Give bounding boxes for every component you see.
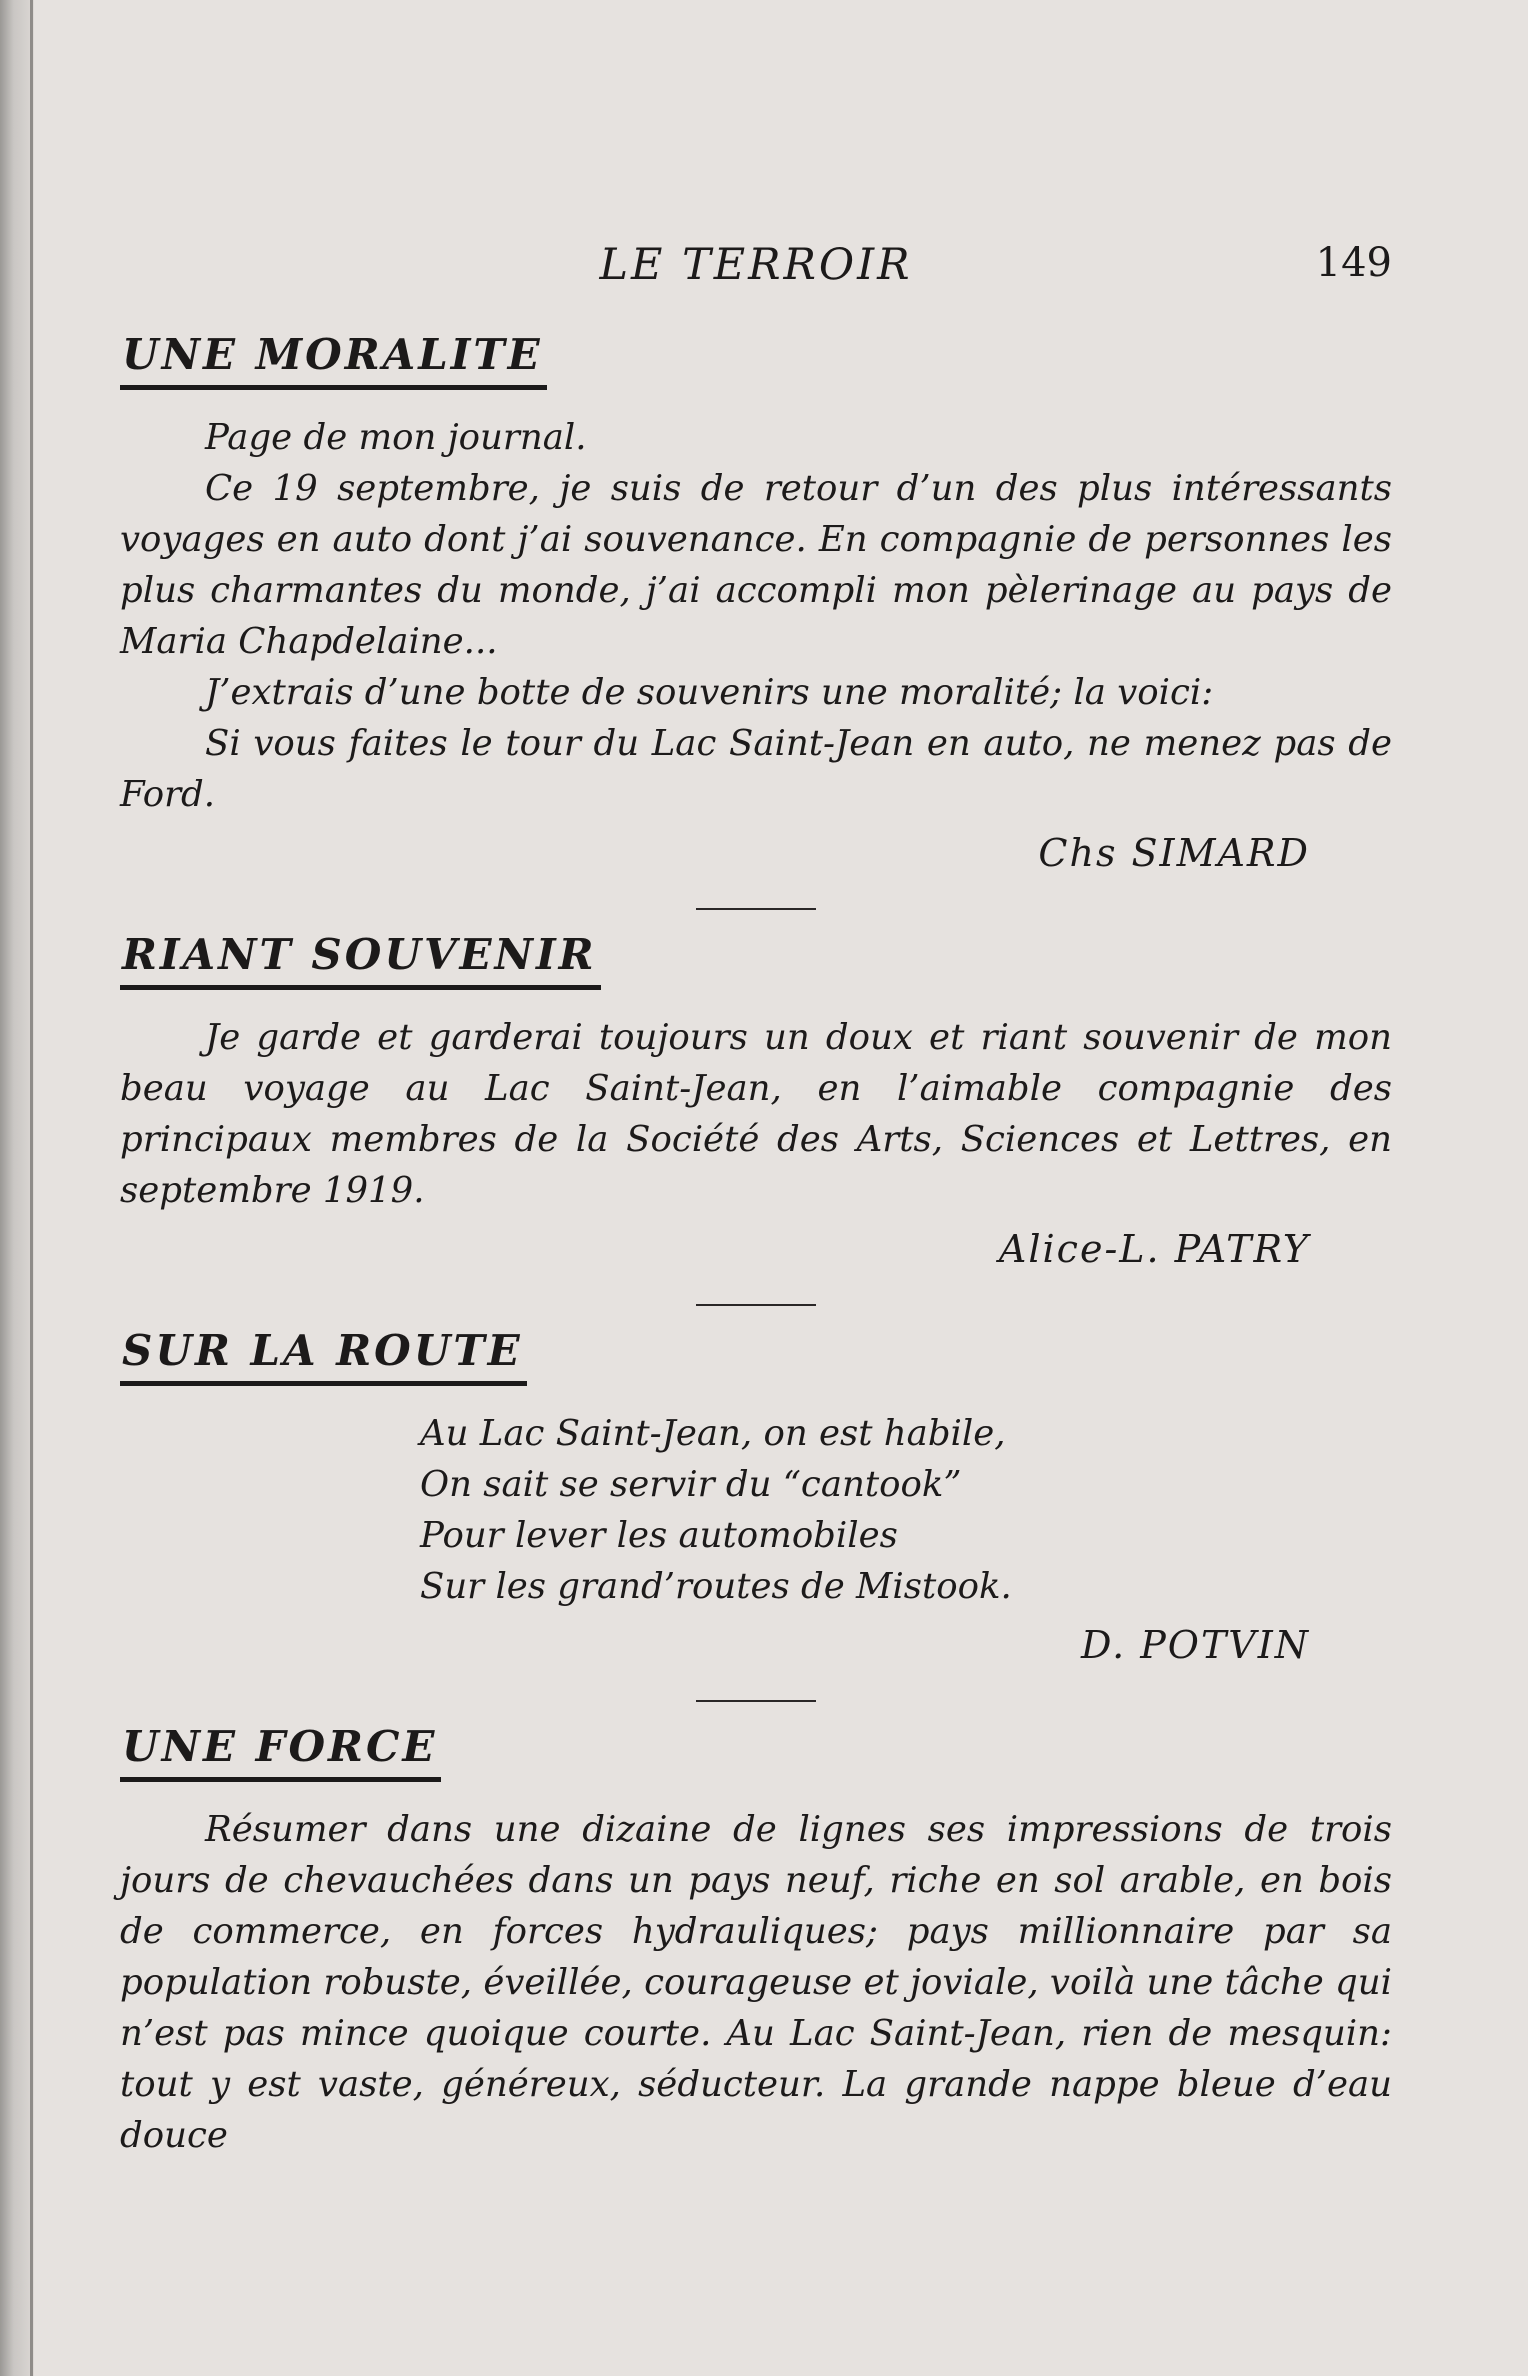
section-riant-souvenir (120, 930, 1392, 990)
paragraph: Si vous faites le tour du Lac Saint-Jean en auto, ne menez pas de Ford. (120, 723, 1392, 815)
page-gutter-shadow (0, 0, 34, 2376)
paragraph: Page de mon journal. (205, 417, 587, 458)
running-header (120, 240, 1392, 300)
section-title: UNE MORALITE (120, 330, 547, 390)
section-divider (696, 908, 816, 910)
binding-edge (30, 0, 33, 2376)
poem-line: Au Lac Saint-Jean, on est habile, (420, 1413, 1006, 1454)
section-moralite (120, 330, 1392, 390)
poem-line: Sur les grand’routes de Mistook. (420, 1566, 1012, 1607)
paragraph: Ce 19 septembre, je suis de retour d’un des plus intéressants voyages en auto dont j’ai souvenance. En compagnie de personnes les plus charmantes du monde, j’ai accompli mon pèlerinage au pays de Maria Chapdelaine... (120, 468, 1392, 662)
poem-line: Pour lever les automobiles (420, 1515, 898, 1556)
paragraph: Je garde et garderai toujours un doux et riant souvenir de mon beau voyage au Lac Saint-Jean, en l’aimable compagnie des principaux membres de la Société des Arts, Sciences et Lettres, en septembre 1919. (120, 1017, 1392, 1211)
poem (420, 1408, 1392, 1612)
section-title: RIANT SOUVENIR (120, 930, 601, 990)
running-title: LE TERROIR (599, 240, 913, 290)
page-number: 149 (1315, 240, 1392, 286)
signature: Chs SIMARD (1038, 831, 1310, 875)
poem-line: On sait se servir du “cantook” (420, 1464, 962, 1505)
signature: D. POTVIN (1080, 1623, 1310, 1667)
paragraph: Résumer dans une dizaine de lignes ses impressions de trois jours de chevauchées dans un pays neuf, riche en sol arable, en bois de commerce, en forces hydrauliques; pays millionnaire par sa population robuste, éveillée, courageuse et joviale, voilà une tâche qui n’est pas mince quoique courte. Au Lac Saint-Jean, rien de mesquin: tout y est vaste, généreux, séducteur. La grande nappe bleue d’eau douce (120, 1809, 1392, 2156)
signature: Alice-L. PATRY (998, 1227, 1310, 1271)
section-title: UNE FORCE (120, 1722, 441, 1782)
section-divider (696, 1700, 816, 1702)
section-divider (696, 1304, 816, 1306)
section-sur-la-route (120, 1326, 1392, 1386)
page-content (120, 240, 1392, 2161)
section-une-force (120, 1722, 1392, 1782)
paragraph: J’extrais d’une botte de souvenirs une moralité; la voici: (205, 672, 1214, 713)
section-title: SUR LA ROUTE (120, 1326, 527, 1386)
